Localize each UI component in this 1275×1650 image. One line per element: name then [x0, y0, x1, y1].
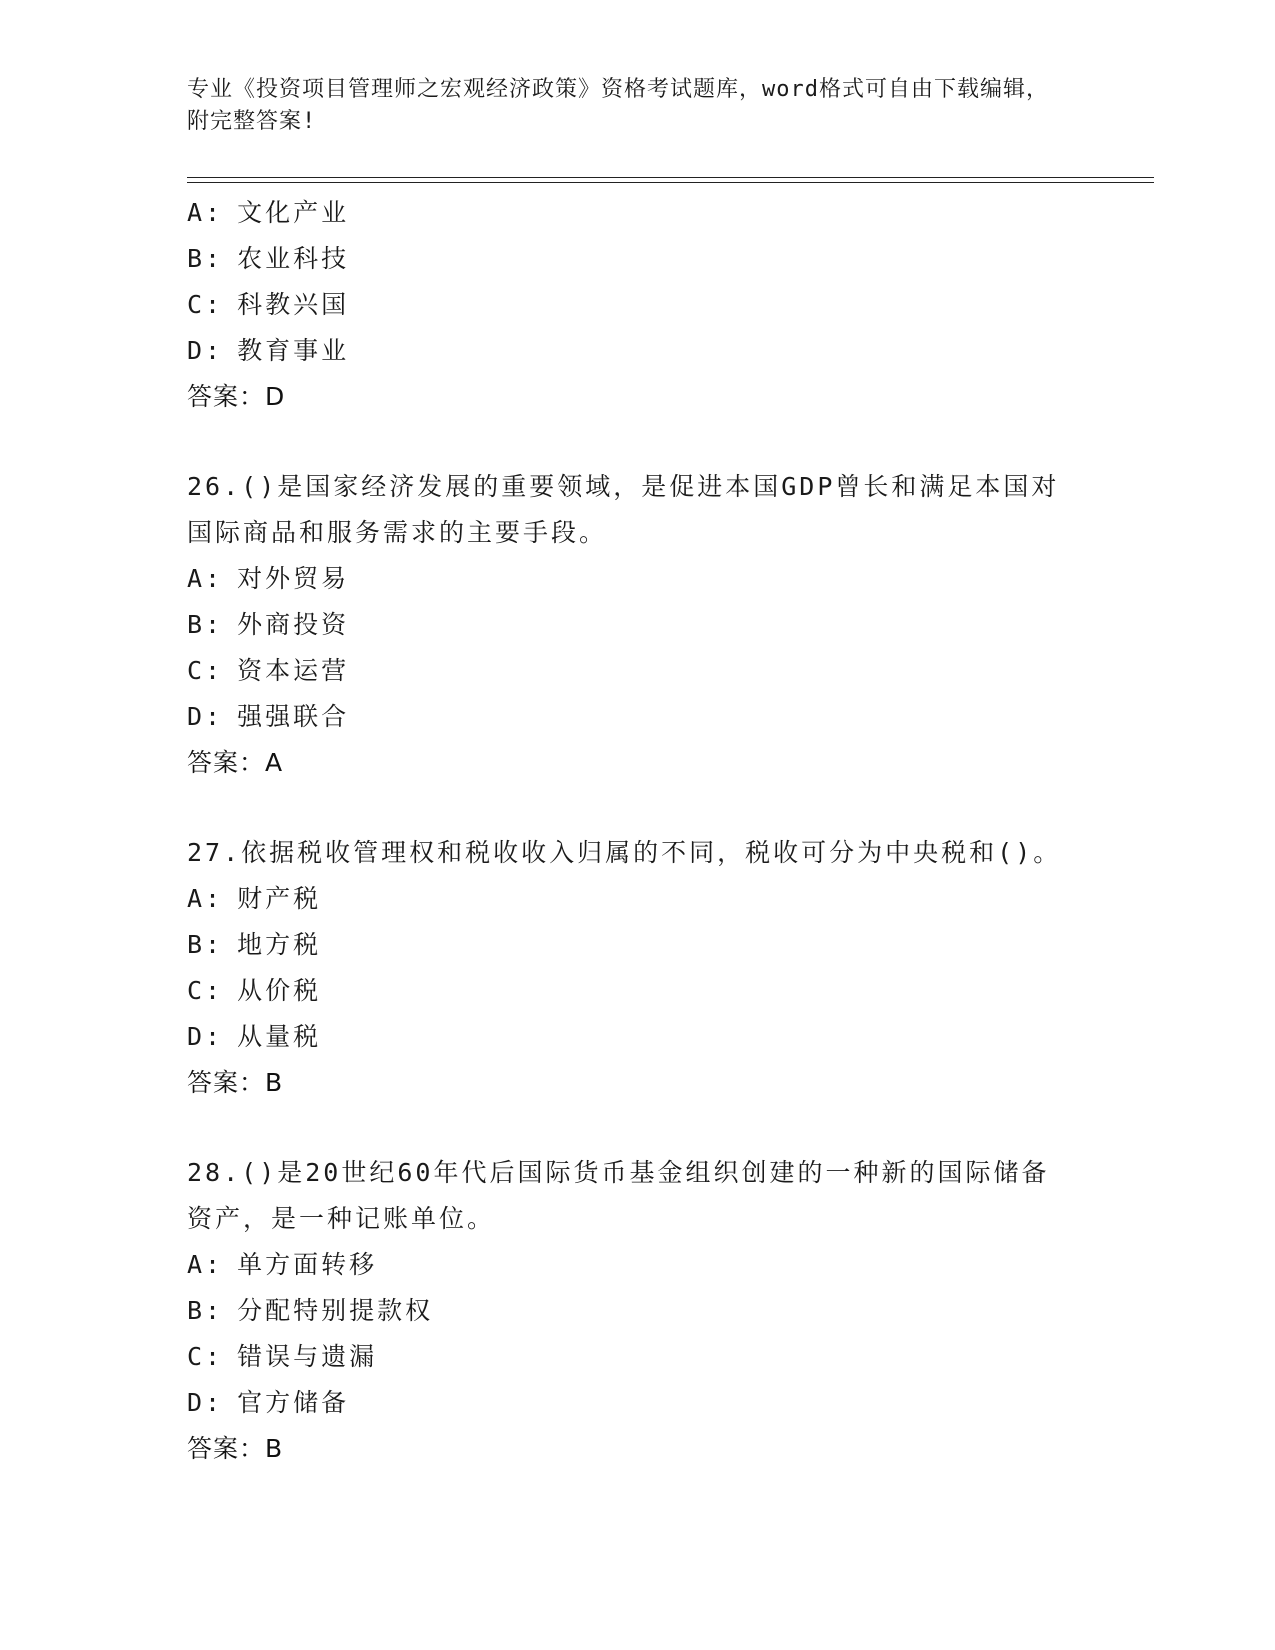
option-c — [187, 648, 1087, 694]
option-text: 地方税 — [237, 930, 322, 959]
option-d — [187, 1380, 1087, 1426]
option-key: B: — [187, 610, 224, 639]
option-text: 教育事业 — [237, 336, 350, 365]
option-b — [187, 1288, 1087, 1334]
option-key: C: — [187, 656, 224, 685]
question-block-27 — [187, 830, 1087, 1106]
option-key: D: — [187, 1388, 224, 1417]
option-key: A: — [187, 198, 224, 227]
question-stem-line: 26.()是国家经济发展的重要领域，是促进本国GDP曾长和满足本国对 — [187, 472, 1060, 501]
option-text: 文化产业 — [237, 198, 350, 227]
option-text: 官方储备 — [237, 1388, 350, 1417]
spacer — [187, 786, 1087, 830]
question-stem-line: 28.()是20世纪60年代后国际货币基金组织创建的一种新的国际储备 — [187, 1158, 1050, 1187]
option-key: C: — [187, 976, 224, 1005]
option-text: 资本运营 — [237, 656, 350, 685]
question-block-28 — [187, 1150, 1087, 1472]
option-b — [187, 236, 1087, 282]
header-divider-bottom — [187, 182, 1154, 183]
question-stem-line: 资产，是一种记账单位。 — [187, 1204, 496, 1233]
option-text: 强强联合 — [237, 702, 350, 731]
option-key: B: — [187, 930, 224, 959]
option-key: B: — [187, 1296, 224, 1325]
option-key: C: — [187, 1342, 224, 1371]
option-text: 科教兴国 — [237, 290, 350, 319]
question-stem-line: 国际商品和服务需求的主要手段。 — [187, 518, 608, 547]
option-text: 财产税 — [237, 884, 322, 913]
option-a — [187, 190, 1087, 236]
option-text: 对外贸易 — [237, 564, 350, 593]
option-text: 从价税 — [237, 976, 322, 1005]
header-divider-top — [187, 177, 1154, 178]
option-key: A: — [187, 884, 224, 913]
answer-line: 答案：A — [187, 748, 284, 777]
option-a — [187, 1242, 1087, 1288]
spacer — [187, 1106, 1087, 1150]
question-block-partial — [187, 190, 1087, 420]
option-c — [187, 968, 1087, 1014]
spacer — [187, 420, 1087, 464]
document-header: 专业《投资项目管理师之宏观经济政策》资格考试题库，word格式可自由下载编辑，附完整答案! — [187, 77, 1049, 134]
option-text: 农业科技 — [237, 244, 350, 273]
option-c — [187, 1334, 1087, 1380]
option-key: B: — [187, 244, 224, 273]
option-text: 错误与遗漏 — [237, 1342, 378, 1371]
option-key: A: — [187, 1250, 224, 1279]
question-stem-line: 27.依据税收管理权和税收收入归属的不同，税收可分为中央税和()。 — [187, 838, 1062, 867]
option-d — [187, 328, 1087, 374]
answer-line: 答案：B — [187, 1068, 284, 1097]
option-text: 单方面转移 — [237, 1250, 378, 1279]
option-a — [187, 876, 1087, 922]
answer-line: 答案：D — [187, 382, 286, 411]
option-b — [187, 602, 1087, 648]
question-block-26 — [187, 464, 1087, 786]
option-c — [187, 282, 1087, 328]
question-list — [187, 190, 1087, 1472]
option-key: A: — [187, 564, 224, 593]
option-a — [187, 556, 1087, 602]
option-key: C: — [187, 290, 224, 319]
option-b — [187, 922, 1087, 968]
option-text: 分配特别提款权 — [237, 1296, 434, 1325]
option-text: 从量税 — [237, 1022, 322, 1051]
option-d — [187, 694, 1087, 740]
option-key: D: — [187, 336, 224, 365]
option-key: D: — [187, 702, 224, 731]
option-d — [187, 1014, 1087, 1060]
option-text: 外商投资 — [237, 610, 350, 639]
answer-line: 答案：B — [187, 1434, 284, 1463]
option-key: D: — [187, 1022, 224, 1051]
